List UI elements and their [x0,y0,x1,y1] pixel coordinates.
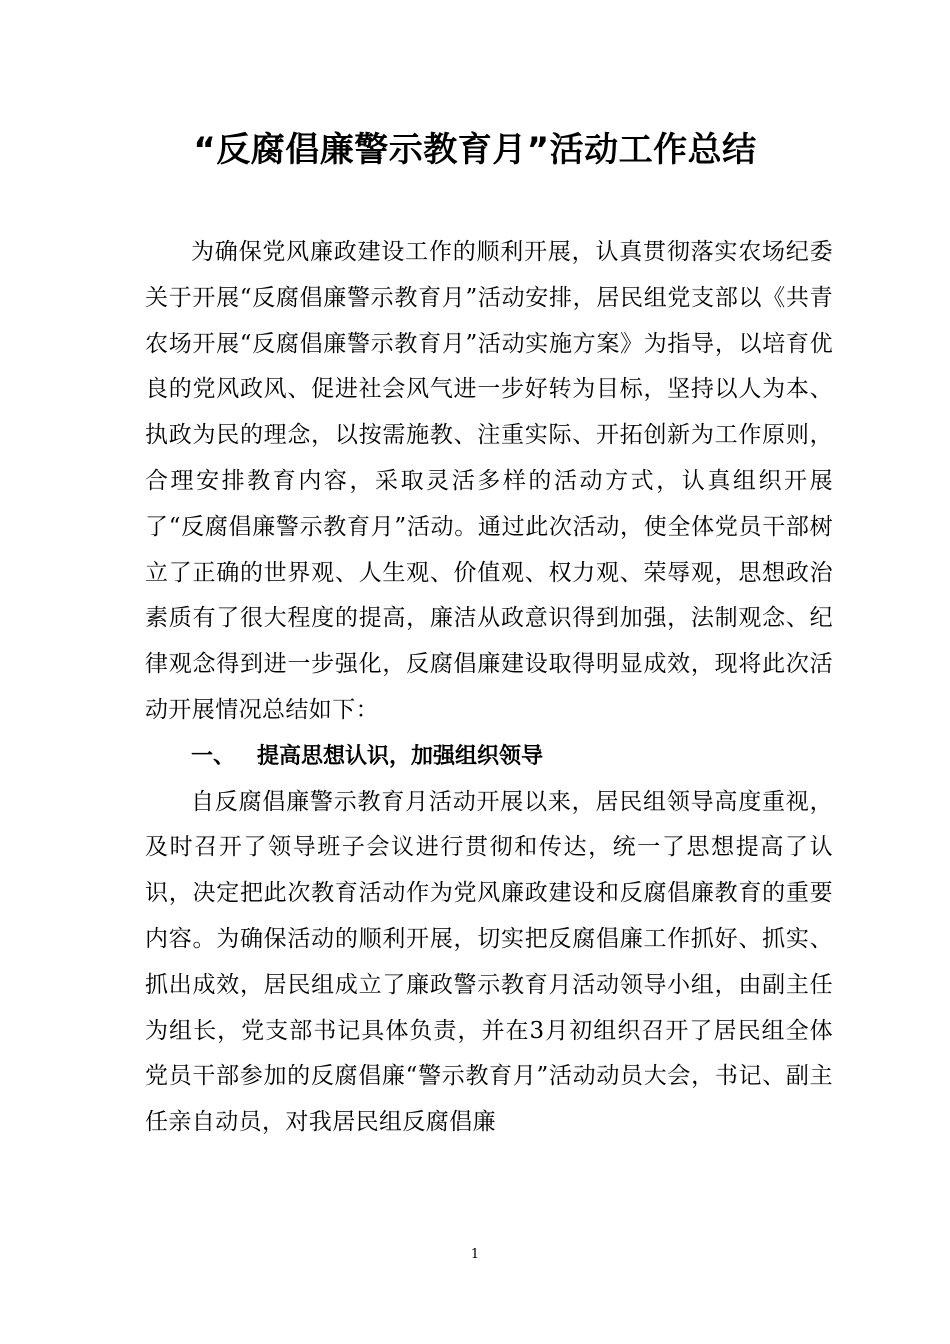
section-heading-text: 提高思想认识，加强组织领导 [257,743,544,769]
document-title: “反腐倡廉警示教育月”活动工作总结 [193,130,757,170]
intro-paragraph: 为确保党风廉政建设工作的顺利开展，认真贯彻落实农场纪委关于开展“反腐倡廉警示教育月”活动安排，居民组党支部以《共青农场开展“反腐倡廉警示教育月”活动实施方案》为指导，以培育优良的党风政风、促进社会风气进一步好转为目标，坚持以人为本、执政为民的理念，以按需施教、注重实际、开拓创新为工作原则，合理安排教育内容，采取灵活多样的活动方式，认真组织开展了“反腐倡廉警示教育月”活动。通过此次活动，使全体党员干部树立了正确的世界观、人生观、价值观、权力观、荣辱观，思想政治素质有了很大程度的提高，廉洁从政意识得到加强，法制观念、纪律观念得到进一步强化，反腐倡廉建设取得明显成效，现将此次活动开展情况总结如下： [145,239,833,723]
section-paragraph: 自反腐倡廉警示教育月活动开展以来，居民组领导高度重视，及时召开了领导班子会议进行贯彻和传达，统一了思想提高了认识，决定把此次教育活动作为党风廉政建设和反腐倡廉教育的重要内容。为确保活动的顺利开展，切实把反腐倡廉工作抓好、抓实、抓出成效，居民组成立了廉政警示教育月活动领导小组，由副主任为组长，党支部书记具体负责，并在3月初组织召开了居民组全体党员干部参加的反腐倡廉“警示教育月”活动动员大会，书记、副主任亲自动员，对我居民组反腐倡廉 [145,788,833,1136]
page-number: 1 [470,1247,480,1262]
section-heading [145,734,833,780]
document-body [145,230,833,1146]
section-heading-number: 一、 [191,743,236,769]
